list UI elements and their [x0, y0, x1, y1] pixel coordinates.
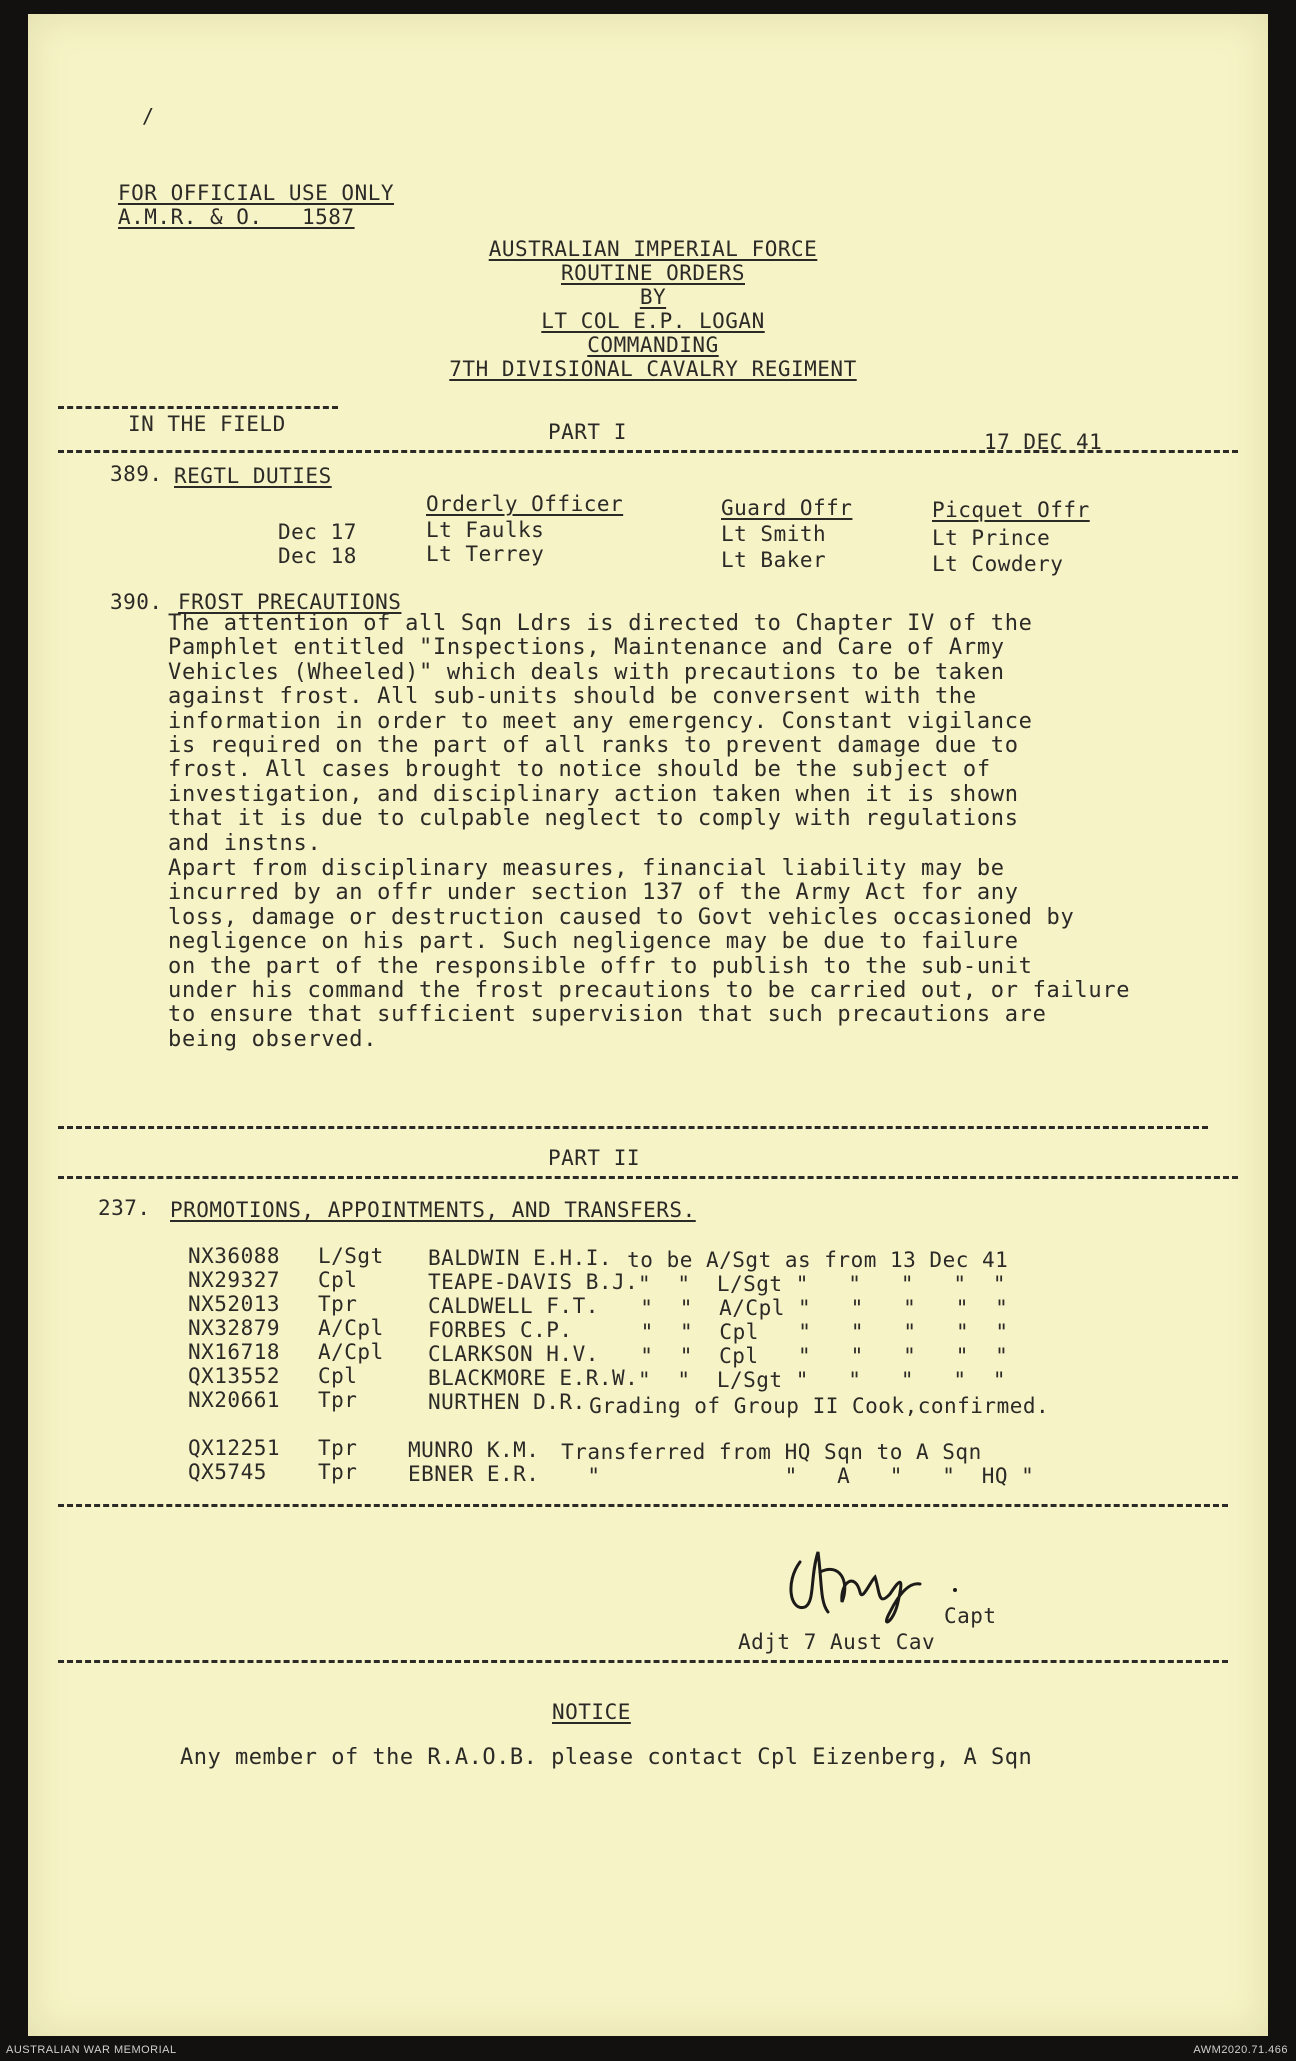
frost-paragraph-2 — [168, 857, 1130, 1052]
handwritten-mark: / — [142, 104, 155, 128]
item-number-237: 237. — [98, 1196, 151, 1220]
duty-date: Dec 17 — [278, 520, 357, 544]
service-number: NX29327 — [188, 1268, 281, 1292]
item-number-390: 390. — [110, 590, 163, 614]
service-number: NX32879 — [188, 1316, 281, 1340]
duty-date: Dec 18 — [278, 544, 357, 568]
text-line: under his command the frost precautions to be carried out, or failure — [168, 978, 1131, 1004]
text-line: Apart from disciplinary measures, financial liability may be — [168, 856, 1005, 881]
signatory-appointment: Adjt 7 Aust Cav — [738, 1630, 936, 1654]
promotion-detail: " " L/Sgt " " " " " — [638, 1368, 1007, 1392]
item-number-389: 389. — [110, 462, 163, 486]
footer-accession-number: AWM2020.71.466 — [1193, 2044, 1288, 2056]
rank: Tpr — [318, 1436, 358, 1460]
title-line-6: 7TH DIVISIONAL CAVALRY REGIMENT — [449, 357, 857, 381]
text-line: The attention of all Sqn Ldrs is directed to Chapter IV of the — [168, 611, 1033, 636]
soldier-name: TEAPE-DAVIS B.J. — [428, 1270, 639, 1294]
order-date: 17 DEC 41 — [984, 430, 1103, 454]
service-number: QX5745 — [188, 1460, 267, 1484]
footer-credit: AUSTRALIAN WAR MEMORIAL — [6, 2044, 177, 2056]
amr-reference: A.M.R. & O. 1587 — [118, 205, 355, 229]
notice-text: Any member of the R.A.O.B. please contact Cpl Eizenberg, A Sqn — [180, 1745, 1033, 1770]
promotion-detail: to be A/Sgt as from 13 Dec 41 — [614, 1248, 1009, 1272]
text-line: being observed. — [168, 1026, 378, 1052]
rank: Tpr — [318, 1292, 358, 1316]
rank: Cpl — [318, 1268, 358, 1292]
document-page — [28, 14, 1268, 2036]
rank: Cpl — [318, 1364, 358, 1388]
duty-guard: Lt Baker — [721, 548, 827, 572]
official-use-label: FOR OFFICIAL USE ONLY — [118, 181, 395, 205]
text-line: on the part of the responsible offr to publish to the sub-unit — [168, 953, 1033, 979]
picquet-offr-header: Picquet Offr — [932, 498, 1090, 522]
part-one-rule — [58, 450, 1238, 453]
location: IN THE FIELD — [128, 412, 286, 436]
soldier-name: BALDWIN E.H.I. — [428, 1246, 613, 1270]
frost-heading: FROST PRECAUTIONS — [178, 590, 402, 614]
text-line: negligence on his part. Such negligence may be due to failure — [168, 929, 1019, 955]
text-line: loss, damage or destruction caused to Govt vehicles occasioned by — [168, 904, 1075, 930]
soldier-name: MUNRO K.M. — [408, 1438, 540, 1462]
promotions-heading: PROMOTIONS, APPOINTMENTS, AND TRANSFERS. — [170, 1198, 696, 1222]
soldier-name: FORBES C.P. — [428, 1318, 573, 1342]
promotion-detail: " " A/Cpl " " " " " — [614, 1296, 1009, 1320]
service-number: QX12251 — [188, 1436, 281, 1460]
duty-orderly: Lt Terrey — [426, 542, 545, 566]
title-line-2: ROUTINE ORDERS — [560, 261, 745, 285]
promotion-detail: " " Cpl " " " " " — [614, 1344, 1009, 1368]
rank: A/Cpl — [318, 1340, 384, 1364]
location-rule — [58, 406, 338, 409]
guard-offr-header: Guard Offr — [721, 496, 853, 520]
service-number: NX20661 — [188, 1388, 281, 1412]
duties-heading: REGTL DUTIES — [174, 464, 332, 488]
rank: Tpr — [318, 1388, 358, 1412]
soldier-name: BLACKMORE E.R.W. — [428, 1366, 639, 1390]
part-one-label: PART I — [548, 420, 627, 444]
rank: Tpr — [318, 1460, 358, 1484]
text-line: frost. All cases brought to notice should be the subject of — [168, 757, 991, 783]
duty-guard: Lt Smith — [721, 522, 827, 546]
part-two-label: PART II — [548, 1146, 641, 1170]
duty-picquet: Lt Cowdery — [932, 552, 1064, 576]
text-line: and instns. — [168, 830, 322, 856]
soldier-name: EBNER E.R. — [408, 1462, 540, 1486]
transfers-rule — [58, 1504, 1228, 1507]
soldier-name: NURTHEN D.R. — [428, 1390, 586, 1414]
transfer-detail: Transferred from HQ Sqn to A Sqn — [548, 1440, 982, 1464]
frost-paragraph-1 — [168, 612, 1033, 856]
text-line: information in order to meet any emergency. Constant vigilance — [168, 708, 1033, 734]
text-line: that it is due to culpable neglect to comply with regulations — [168, 806, 1019, 832]
title-line-3: BY — [639, 285, 667, 309]
duty-orderly: Lt Faulks — [426, 518, 545, 542]
text-line: is required on the part of all ranks to prevent damage due to — [168, 733, 1019, 759]
title-line-1: AUSTRALIAN IMPERIAL FORCE — [488, 237, 818, 261]
soldier-name: CALDWELL F.T. — [428, 1294, 599, 1318]
soldier-name: CLARKSON H.V. — [428, 1342, 599, 1366]
part-two-top-rule — [58, 1126, 1208, 1129]
text-line: incurred by an offr under section 137 of the Army Act for any — [168, 880, 1019, 906]
signatory-rank: Capt — [944, 1604, 997, 1628]
text-line: against frost. All sub-units should be conversent with the — [168, 684, 977, 710]
title-line-4: LT COL E.P. LOGAN — [541, 309, 765, 333]
service-number: QX13552 — [188, 1364, 281, 1388]
rank: A/Cpl — [318, 1316, 384, 1340]
notice-rule — [58, 1660, 1228, 1663]
service-number: NX52013 — [188, 1292, 281, 1316]
transfer-detail: " " A " " HQ " — [548, 1464, 1035, 1488]
duty-picquet: Lt Prince — [932, 526, 1051, 550]
promotion-detail: " " L/Sgt " " " " " — [638, 1272, 1007, 1296]
promotion-detail: Grading of Group II Cook,confirmed. — [576, 1394, 1050, 1418]
text-line: Pamphlet entitled "Inspections, Maintenance and Care of Army — [168, 635, 1005, 661]
notice-heading: NOTICE — [552, 1700, 631, 1724]
text-line: to ensure that sufficient supervision that such precautions are — [168, 1002, 1047, 1028]
promotion-detail: " " Cpl " " " " " — [588, 1320, 1009, 1344]
service-number: NX36088 — [188, 1244, 281, 1268]
title-line-5: COMMANDING — [587, 333, 719, 357]
text-line: investigation, and disciplinary action taken when it is shown — [168, 781, 1019, 807]
rank: L/Sgt — [318, 1244, 384, 1268]
text-line: Vehicles (Wheeled)" which deals with precautions to be taken — [168, 659, 1005, 685]
part-two-bottom-rule — [58, 1176, 1238, 1179]
orderly-officer-header: Orderly Officer — [426, 492, 624, 516]
service-number: NX16718 — [188, 1340, 281, 1364]
